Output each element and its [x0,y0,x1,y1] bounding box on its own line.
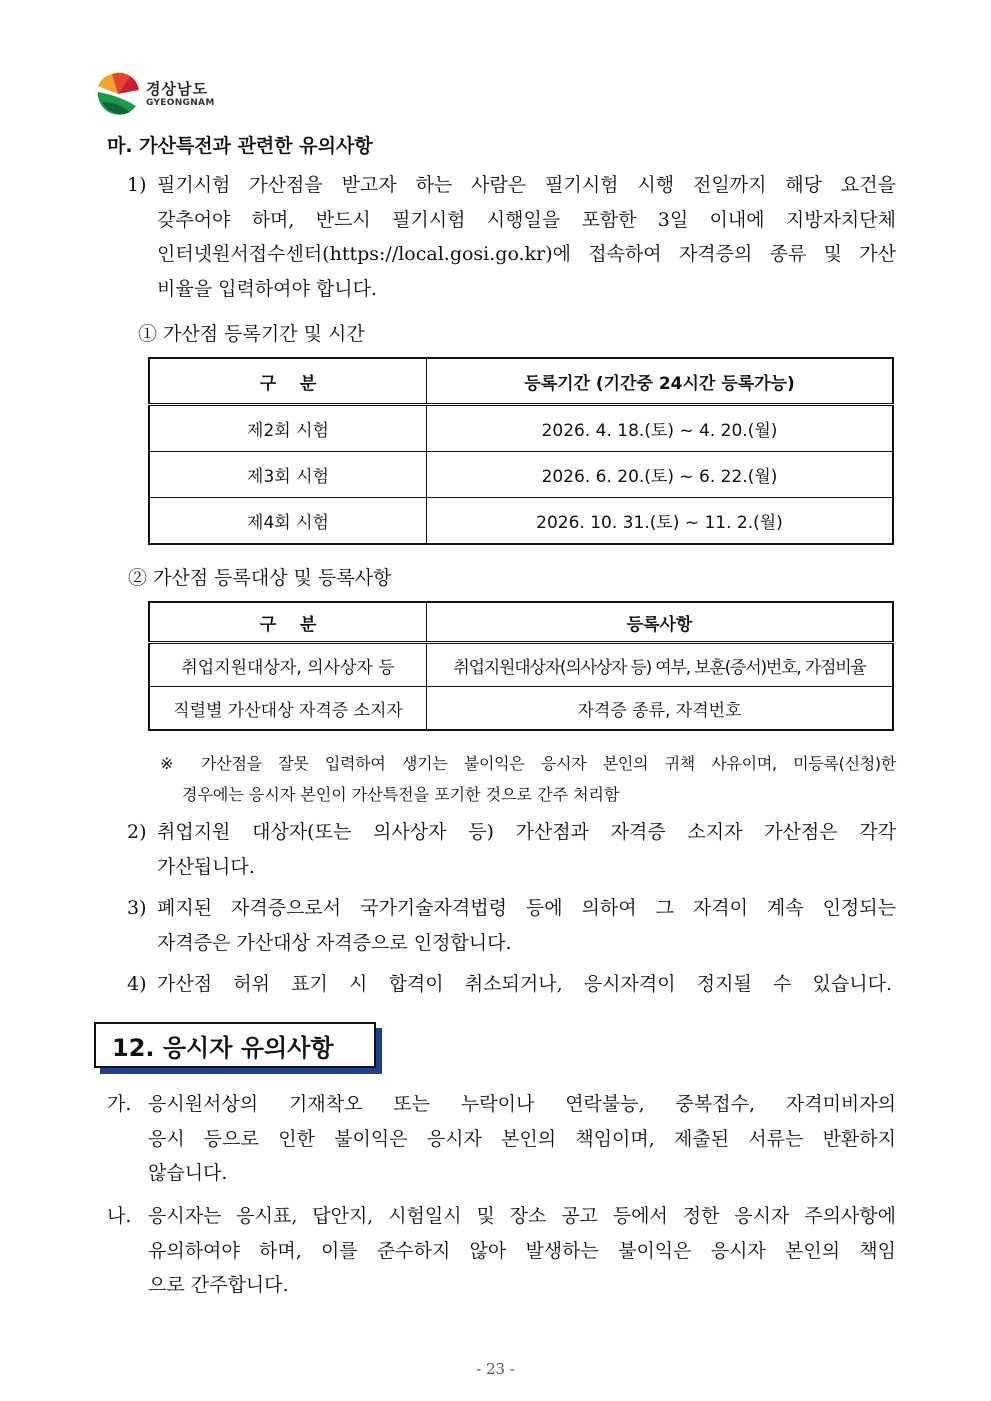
table-header-cell: 등록기간 (기간중 24시간 등록가능) [427,358,894,405]
paragraph-line: 필기시험 가산점을 받고자 하는 사람은 필기시험 시행 전일까지 해당 요건을 [157,174,896,196]
table-cell: 취업지원대상자(의사상자 등) 여부, 보훈(증서)번호, 가점비율 [427,643,894,687]
table-cell: 자격증 종류, 자격번호 [427,687,894,731]
paragraph-line: 취업지원 대상자(또는 의사상자 등) 가산점과 자격증 소지자 가산점은 각각 [157,821,896,843]
paragraph-ga [148,1087,896,1191]
gyeongnam-logo [96,72,226,120]
paragraph-line: 응시원서상의 기재착오 또는 누락이나 연락불능, 중복접수, 자격미비자의 [148,1093,896,1115]
table-cell: 2026. 6. 20.(토) ~ 6. 22.(월) [427,452,894,498]
table-cell: 제3회 시험 [149,452,427,498]
table-row [149,687,893,731]
table-row [149,498,893,545]
table-cell: 직렬별 가산대상 자격증 소지자 [149,687,427,731]
paragraph-line: 응시 등으로 인한 불이익은 응시자 본인의 책임이며, 제출된 서류는 반환하지 [148,1127,896,1150]
item-number: 나. [107,1205,132,1227]
table-cell: 2026. 10. 31.(토) ~ 11. 2.(월) [427,498,894,545]
paragraph-line: 폐지된 자격증으로서 국가기술자격법령 등에 의하여 그 자격이 계속 인정되는 [157,897,896,919]
paragraph-line: 비율을 입력하여야 합니다. [157,277,378,300]
paragraph-na [148,1199,896,1303]
paragraph-line: 으로 간주합니다. [148,1274,289,1296]
subheading-registration-target: ② 가산점 등록대상 및 등록사항 [128,567,392,589]
table-cell: 2026. 4. 18.(토) ~ 4. 20.(월) [427,405,894,452]
gyeongnam-emblem-icon [96,72,140,116]
logo-korean-text: 경상남도 [146,80,208,98]
paragraph-line: 응시자는 응시표, 답안지, 시험일시 및 장소 공고 등에서 정한 응시자 주의사항에 [148,1205,896,1227]
item-number: 3) [127,897,147,919]
table-cell: 제2회 시험 [149,405,427,452]
note-line: ※ 가산점을 잘못 입력하여 생기는 불이익은 응시자 본인의 귀책 사유이며, 미등록(신청)한 [160,754,896,773]
paragraph-3 [157,891,896,960]
registration-items-table [148,601,894,731]
paragraph-line: 유의하여야 하며, 이를 준수하지 않아 발생하는 불이익은 응시자 본인의 책임 [148,1239,896,1262]
paragraph-2 [157,815,896,884]
item-number: 1) [127,174,147,196]
paragraph-line: 갖추어야 하며, 반드시 필기시험 시행일을 포함한 3일 이내에 지방자치단체 [157,208,896,231]
paragraph-line: 가산점 허위 표기 시 합격이 취소되거나, 응시자격이 정지될 수 있습니다. [157,973,892,995]
item-number: 가. [107,1093,132,1115]
table-row [149,643,893,687]
table-row [149,405,893,452]
table-header-row [149,358,893,405]
table-cell: 취업지원대상자, 의사상자 등 [149,643,427,687]
section-title: 12. 응시자 유의사항 [112,1034,334,1062]
table-header-row [149,602,893,643]
table-header-cell: 구 분 [149,602,427,643]
table-header-cell: 등록사항 [427,602,894,643]
paragraph-1 [157,168,896,306]
paragraph-line: 않습니다. [148,1162,228,1184]
note [160,748,896,810]
registration-period-table [148,357,894,545]
page-number: - 23 - [476,1360,515,1378]
paragraph-line: 인터넷원서접수센터(https://local.gosi.go.kr)에 접속하여 자격증의 종류 및 가산 [157,243,896,265]
note-line: 경우에는 응시자 본인이 가산특전을 포기한 것으로 간주 처리함 [182,785,620,804]
table-header-cell: 구 분 [149,358,427,405]
section-heading: 마. 가산특전과 관련한 유의사항 [107,135,373,157]
logo-english-text: GYEONGNAM [146,98,215,108]
subheading-registration-period: ① 가산점 등록기간 및 시간 [138,323,365,345]
item-number: 2) [127,821,147,843]
table-cell: 제4회 시험 [149,498,427,545]
paragraph-4 [157,967,892,1002]
item-number: 4) [127,973,147,995]
table-row [149,452,893,498]
paragraph-line: 가산됩니다. [157,855,255,878]
paragraph-line: 자격증은 가산대상 자격증으로 인정합니다. [157,931,512,954]
